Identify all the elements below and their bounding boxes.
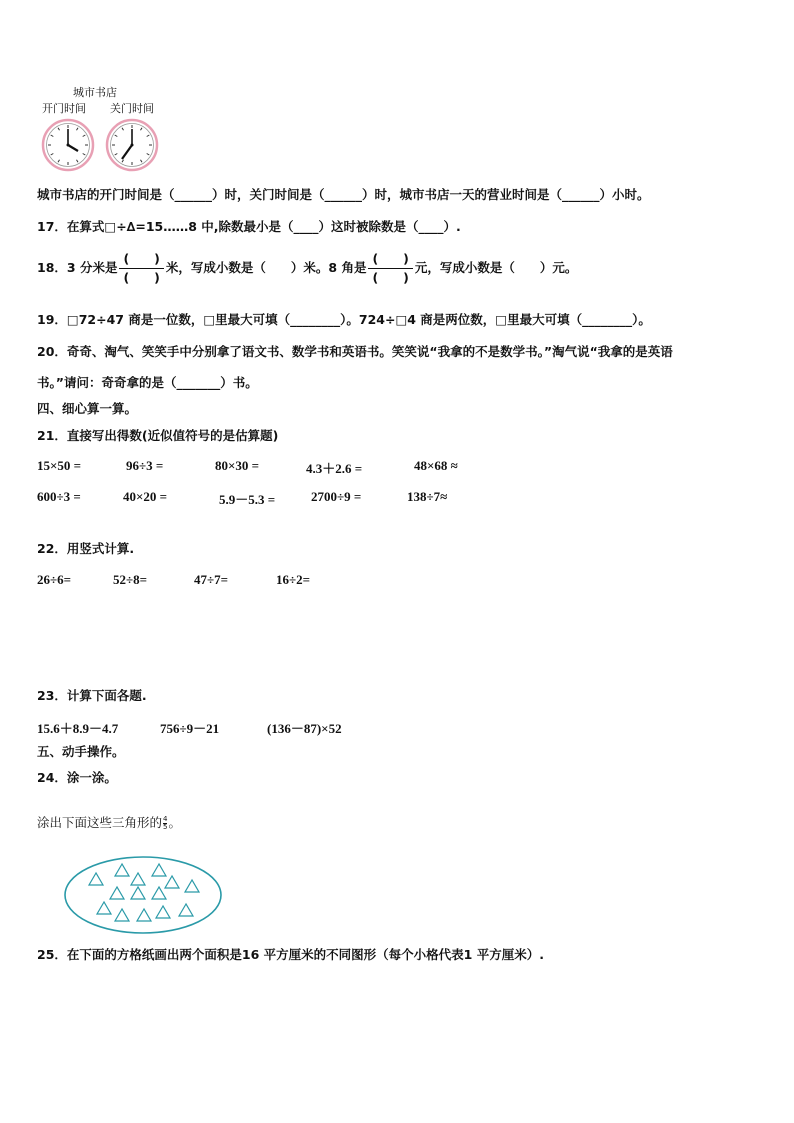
question-17: 17．在算式□÷∆=15……8 中,除数最小是（____）这时被除数是（____）. <box>37 219 461 234</box>
q18-suffix: 元，写成小数是（ ）元。 <box>414 260 578 275</box>
triangle <box>137 909 151 921</box>
triangle <box>115 909 129 921</box>
triangle <box>110 887 124 899</box>
question-16: 城市书店的开门时间是（______）时，关门时间是（______）时，城市书店一天的营业时间是（______）小时。 <box>37 187 650 202</box>
q24-instruction: 涂出下面这些三角形的 $\frac{4}{5}$ 。 <box>37 815 181 831</box>
q21-item: 138÷7≈ <box>407 489 448 504</box>
open-clock <box>41 118 95 172</box>
question-25: 25．在下面的方格纸画出两个面积是16 平方厘米的不同图形（每个小格代表1 平方厘米）. <box>37 947 544 962</box>
triangle <box>152 864 166 876</box>
q21-item: 80×30 = <box>215 458 260 473</box>
triangle <box>156 906 170 918</box>
q18-fraction-1: $\frac{( )}{( )}$ <box>119 251 163 286</box>
q21-item: 40×20 = <box>123 489 168 504</box>
q24-fraction: $\frac{4}{5}$ <box>163 815 168 831</box>
question-22-title: 22．用竖式计算. <box>37 541 135 556</box>
q18-prefix: 18．3 分米是 <box>37 260 118 275</box>
question-20-line-2: 书。”请问：奇奇拿的是（_______）书。 <box>37 375 258 390</box>
q22-item: 52÷8= <box>113 572 148 587</box>
q23-item: 756÷9－21 <box>160 721 220 736</box>
question-23-title: 23．计算下面各题. <box>37 688 147 703</box>
triangle <box>131 873 145 885</box>
close-time-label: 关门时间 <box>110 102 154 115</box>
triangle <box>185 880 199 892</box>
q21-item: 600÷3 = <box>37 489 81 504</box>
q23-item: (136－87)×52 <box>267 721 342 736</box>
triangle <box>89 873 103 885</box>
question-24-title: 24．涂一涂。 <box>37 770 117 785</box>
section-4-heading: 四、细心算一算。 <box>37 401 138 416</box>
open-time-label: 开门时间 <box>42 102 86 115</box>
q22-item: 16÷2= <box>276 572 311 587</box>
q23-item: 15.6＋8.9－4.7 <box>37 721 119 736</box>
q18-fraction-2: $\frac{( )}{( )}$ <box>368 251 412 286</box>
triangle <box>179 904 193 916</box>
q21-item: 96÷3 = <box>126 458 164 473</box>
q21-item: 2700÷9 = <box>311 489 362 504</box>
q21-item: 15×50 = <box>37 458 82 473</box>
section-5-heading: 五、动手操作。 <box>37 744 125 759</box>
triangle <box>152 887 166 899</box>
question-21-title: 21．直接写出得数(近似值符号的是估算题) <box>37 428 279 443</box>
q21-item: 5.9－5.3 = <box>219 492 276 507</box>
q22-item: 26÷6= <box>37 572 72 587</box>
triangle <box>115 864 129 876</box>
triangle <box>131 887 145 899</box>
triangle <box>165 876 179 888</box>
close-clock <box>105 118 159 172</box>
q22-item: 47÷7= <box>194 572 229 587</box>
question-18 <box>37 251 577 286</box>
triangle-group <box>89 864 199 921</box>
q21-item: 4.3＋2.6 = <box>306 461 363 476</box>
q18-mid: 米，写成小数是（ ）米。8 角是 <box>165 260 367 275</box>
question-20-line-1: 20．奇奇、淘气、笑笑手中分别拿了语文书、数学书和英语书。笑笑说“我拿的不是数学书。”淘气说“我拿的是英语 <box>37 344 673 359</box>
triangle <box>97 902 111 914</box>
store-name: 城市书店 <box>73 86 117 99</box>
q21-item: 48×68 ≈ <box>414 458 458 473</box>
triangles-figure <box>62 854 224 936</box>
question-19: 19．□72÷47 商是一位数，□里最大可填（________）。724÷□4 商是两位数，□里最大可填（________）。 <box>37 312 651 327</box>
